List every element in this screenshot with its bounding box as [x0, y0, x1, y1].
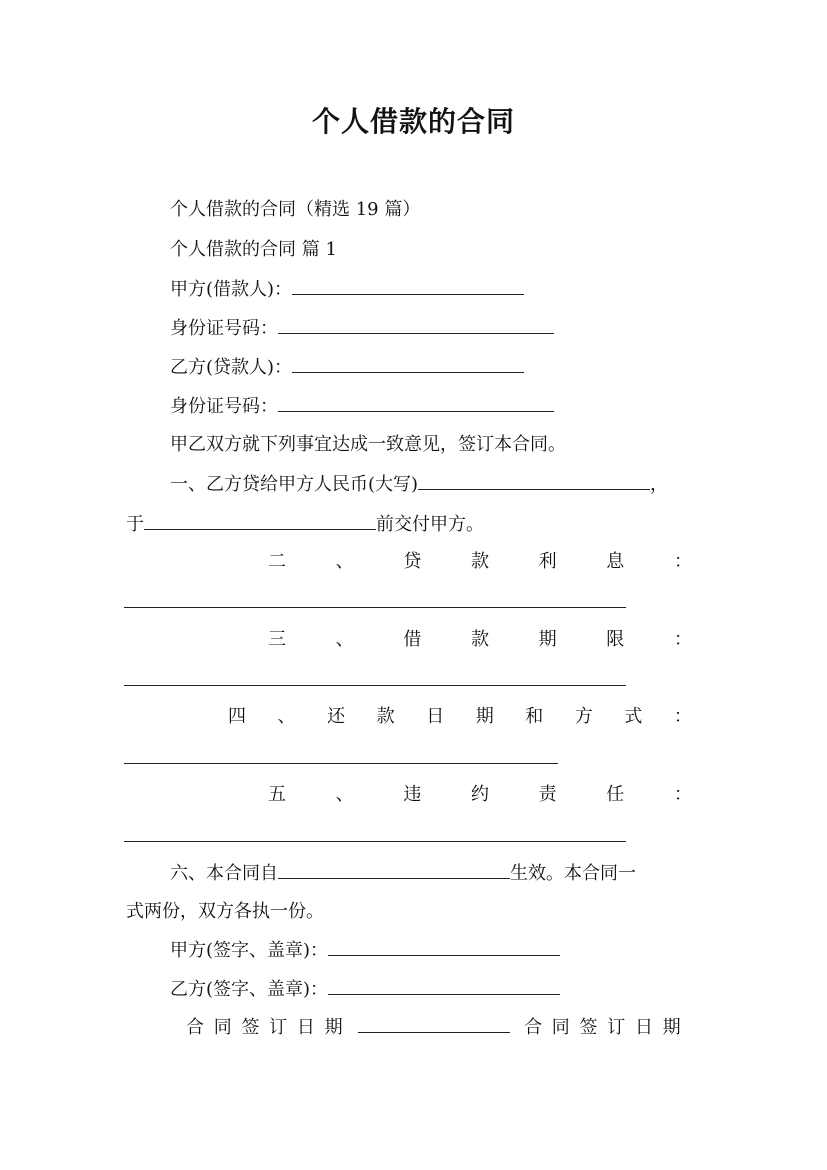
party-b-id-blank[interactable]	[278, 394, 554, 412]
clause-5-blank[interactable]	[124, 841, 626, 842]
sign-a-label: 甲方(签字、盖章)：	[170, 940, 329, 961]
clause-4-char: 、	[277, 706, 296, 727]
date-label-2: 合 同 签 订 日 期	[524, 1017, 683, 1038]
clause-3-char: 借	[403, 629, 422, 650]
date-label-1: 合 同 签 订 日 期	[186, 1017, 345, 1038]
clause-1-yu: 于	[126, 514, 144, 535]
party-a-row	[170, 277, 524, 302]
sign-a-blank[interactable]	[328, 938, 560, 956]
clause-3-char: 三	[268, 629, 286, 650]
clause-1-row	[170, 472, 668, 497]
clause-4-char: 四	[228, 706, 246, 727]
sign-b-label: 乙方(签字、盖章)：	[170, 979, 329, 1000]
clause-1-end: 前交付甲方。	[376, 514, 484, 535]
clause-4-char: 期	[475, 706, 494, 727]
clause-2-char: 利	[538, 551, 557, 572]
clause-2-char: 款	[470, 551, 489, 572]
agreement-line: 甲乙双方就下列事宜达成一致意见，签订本合同。	[170, 434, 566, 455]
sign-b-row	[170, 977, 560, 1002]
party-b-id-row	[170, 394, 554, 419]
clause-6-cont: 式两份，双方各执一份。	[126, 901, 324, 922]
clause-4-heading	[228, 705, 692, 729]
clause-3-blank[interactable]	[124, 685, 626, 686]
clause-5-char: 任	[606, 784, 625, 805]
clause-2-char: 息	[606, 551, 625, 572]
clause-5-char: 五	[268, 784, 286, 805]
sign-date-blank[interactable]	[358, 1015, 510, 1033]
document-title: 个人借款的合同	[311, 105, 515, 138]
clause-4-char: 日	[426, 706, 445, 727]
clause-3-heading	[268, 628, 692, 652]
clause-2-char: 二	[268, 551, 286, 572]
clause-3-char: ：	[673, 629, 692, 650]
clause-5-char: 约	[470, 784, 489, 805]
sign-b-blank[interactable]	[328, 977, 560, 995]
clause-4-blank[interactable]	[124, 763, 558, 764]
document-subtitle: 个人借款的合同（精选 19 篇）	[170, 199, 421, 220]
clause-3-char: 限	[606, 629, 625, 650]
clause-4-char: 款	[376, 706, 395, 727]
section-heading: 个人借款的合同 篇 1	[170, 239, 337, 260]
clause-5-heading	[268, 783, 692, 807]
clause-5-char: 、	[335, 784, 354, 805]
party-a-label: 甲方(借款人)：	[170, 279, 293, 300]
party-a-blank[interactable]	[292, 277, 524, 295]
loan-amount-blank[interactable]	[418, 472, 650, 490]
clause-1-comma: ，	[650, 474, 669, 495]
party-a-id-row	[170, 316, 554, 341]
clause-3-char: 、	[335, 629, 354, 650]
party-b-blank[interactable]	[292, 355, 524, 373]
clause-5-char: 责	[538, 784, 557, 805]
clause-4-char: 还	[327, 706, 346, 727]
party-b-id-label: 身份证号码：	[170, 396, 278, 417]
clause-3-char: 期	[538, 629, 557, 650]
clause-6-start: 六、本合同自	[170, 863, 278, 884]
clause-1-cont-row	[126, 512, 484, 537]
clause-4-char: ：	[673, 706, 692, 727]
clause-5-char: ：	[673, 784, 692, 805]
clause-4-char: 和	[525, 706, 544, 727]
party-a-id-blank[interactable]	[278, 316, 554, 334]
clause-2-char: ：	[673, 551, 692, 572]
party-b-label: 乙方(贷款人)：	[170, 357, 293, 378]
clause-4-char: 方	[574, 706, 593, 727]
clause-4-char: 式	[624, 706, 643, 727]
clause-2-blank[interactable]	[124, 607, 626, 608]
party-a-id-label: 身份证号码：	[170, 318, 278, 339]
delivery-date-blank[interactable]	[144, 512, 376, 530]
sign-a-row	[170, 938, 560, 963]
clause-2-heading	[268, 550, 692, 574]
clause-6-end: 生效。本合同一	[510, 863, 636, 884]
clause-6-row	[170, 861, 636, 886]
clause-2-char: 贷	[403, 551, 422, 572]
date-row	[186, 1015, 683, 1040]
clause-2-char: 、	[335, 551, 354, 572]
effective-date-blank[interactable]	[278, 861, 510, 879]
clause-5-char: 违	[403, 784, 422, 805]
clause-1-label: 一、乙方贷给甲方人民币(大写)	[170, 474, 419, 495]
clause-3-char: 款	[470, 629, 489, 650]
party-b-row	[170, 355, 524, 380]
